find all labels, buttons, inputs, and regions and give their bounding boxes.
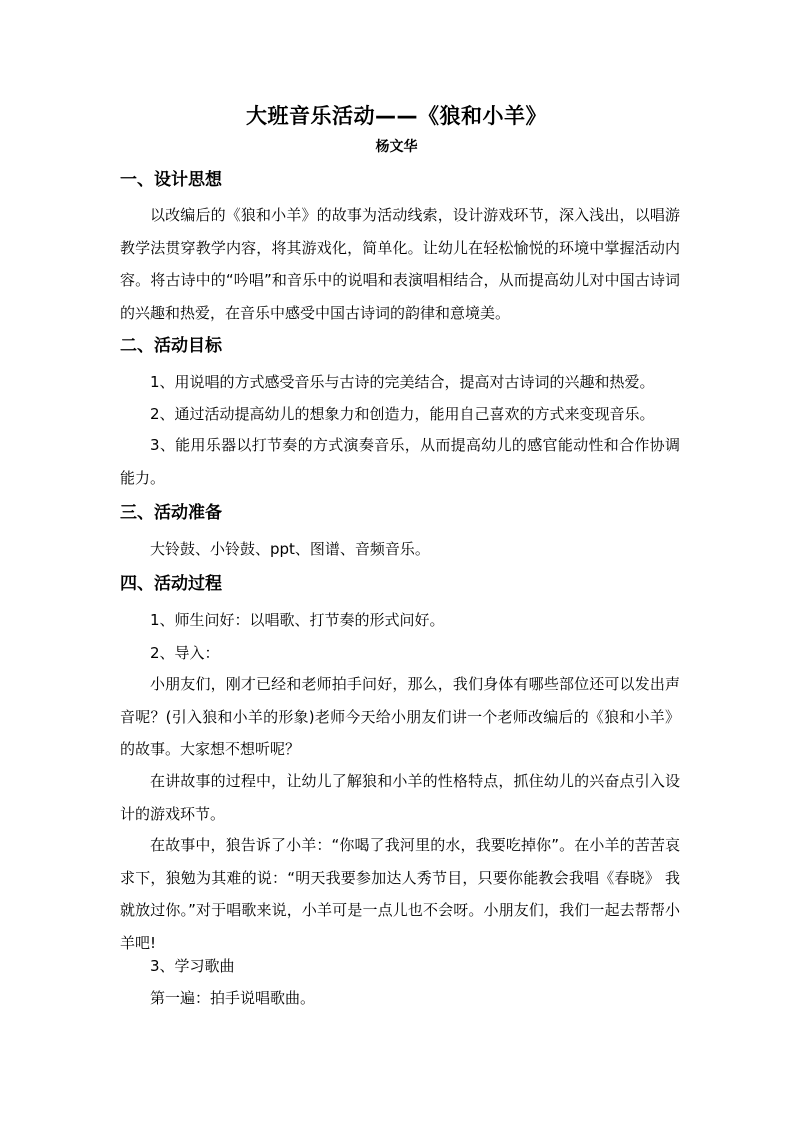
preparation-materials: 大铃鼓、小铃鼓、ppt、图谱、音频音乐。 xyxy=(150,540,430,558)
section-heading-activity-process: 四、活动过程 xyxy=(120,574,222,594)
goal-item-2: 2、通过活动提高幼儿的想象力和创造力，能用自己喜欢的方式来变现音乐。 xyxy=(150,405,655,423)
goal-item-1: 1、用说唱的方式感受音乐与古诗的完美结合，提高对古诗词的兴趣和热爱。 xyxy=(150,373,655,391)
section-heading-activity-preparation: 三、活动准备 xyxy=(120,503,222,523)
paragraph-design-idea: 以改编后的《狼和小羊》的故事为活动线索，设计游戏环节，深入浅出，以唱游教学法贯穿教学内容，将其游戏化，简单化。让幼儿在轻松愉悦的环境中掌握活动内容。将古诗中的“吟唱”和音乐中的说唱和表演唱相结合，从而提高幼儿对中国古诗词的兴趣和热爱，在音乐中感受中国古诗词的韵律和意境美。 xyxy=(120,206,680,322)
learn-song-first-round: 第一遍：拍手说唱歌曲。 xyxy=(150,989,316,1007)
section-heading-activity-goals: 二、活动目标 xyxy=(120,336,222,356)
process-step-intro: 2、导入： xyxy=(150,644,220,662)
document-title: 大班音乐活动——《狼和小羊》 xyxy=(246,104,547,128)
process-step-greeting: 1、师生问好：以唱歌、打节奏的形式问好。 xyxy=(150,611,445,629)
process-step-learn-song: 3、学习歌曲 xyxy=(150,957,235,975)
paragraph-storytelling: 在讲故事的过程中，让幼儿了解狼和小羊的性格特点，抓住幼儿的兴奋点引入设计的游戏环节。 xyxy=(120,772,680,823)
section-heading-design-idea: 一、设计思想 xyxy=(120,170,222,190)
paragraph-intro-dialogue: 小朋友们，刚才已经和老师拍手问好，那么，我们身体有哪些部位还可以发出声音呢？(引入狼和小羊的形象)老师今天给小朋友们讲一个老师改编后的《狼和小羊》的故事。大家想不想听呢？ xyxy=(120,675,680,758)
paragraph-story: 在故事中，狼告诉了小羊：“你喝了我河里的水，我要吃掉你”。在小羊的苦苦哀求下，狼勉为其难的说：“明天我要参加达人秀节目，只要你能教会我唱《春晓》 我就放过你。”对于唱歌来说，小羊可是一点儿也不会呀。小朋友们，我们一起去帮帮小羊吧! xyxy=(120,836,680,952)
author-name: 杨文华 xyxy=(375,139,418,155)
goal-item-3: 3、能用乐器以打节奏的方式演奏音乐，从而提高幼儿的感官能动性和合作协调能力。 xyxy=(120,436,680,487)
